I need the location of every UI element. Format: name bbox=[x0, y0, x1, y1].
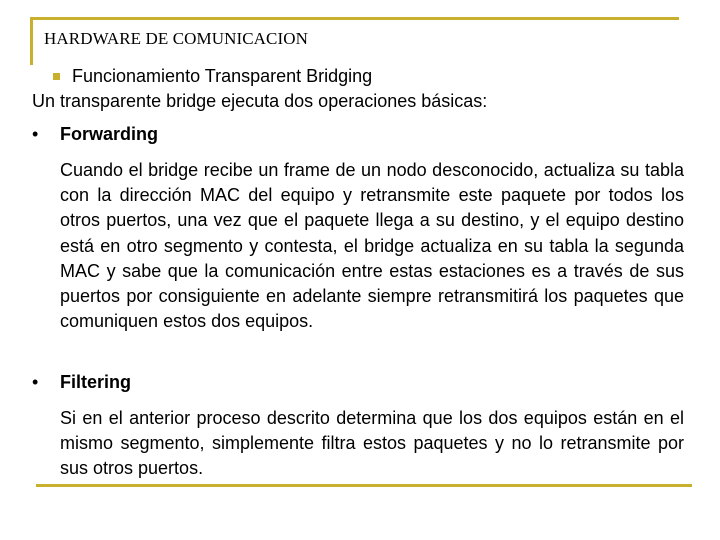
frame-left-line bbox=[30, 17, 33, 65]
bullet-dot-icon: • bbox=[32, 124, 39, 144]
section-heading-forwarding: Forwarding bbox=[60, 124, 158, 144]
section-text-forwarding: Cuando el bridge recibe un frame de un nodo desconocido, actualiza su tabla con la dirección MAC del equipo y retransmite este paquete por todos los otros puertos, una vez que el paquete llega a su destino, y el equipo destino está en otro segmento y contesta, el bridge actualiza en su tabla la segunda MAC y sabe que la comunicación entre estas estaciones es a través de sus puertos por consiguiente en adelante siempre retransmitirá los paquetes que comuniquen estos dos equipos. bbox=[60, 160, 684, 332]
slide-subtitle: Funcionamiento Transparent Bridging bbox=[72, 66, 373, 86]
slide-title: HARDWARE DE COMUNICACION bbox=[44, 29, 309, 48]
bullet-dot-icon: • bbox=[32, 372, 39, 392]
square-bullet-icon bbox=[53, 73, 60, 80]
frame-top-line bbox=[30, 17, 679, 20]
section-heading-filtering: Filtering bbox=[60, 372, 131, 392]
intro-text: Un transparente bridge ejecuta dos operaciones básicas: bbox=[32, 91, 488, 111]
section-text-filtering: Si en el anterior proceso descrito determina que los dos equipos están en el mismo segmento, simplemente filtra estos paquetes y no lo retransmite por sus otros puertos. bbox=[60, 408, 684, 479]
frame-bottom-line bbox=[36, 484, 692, 487]
